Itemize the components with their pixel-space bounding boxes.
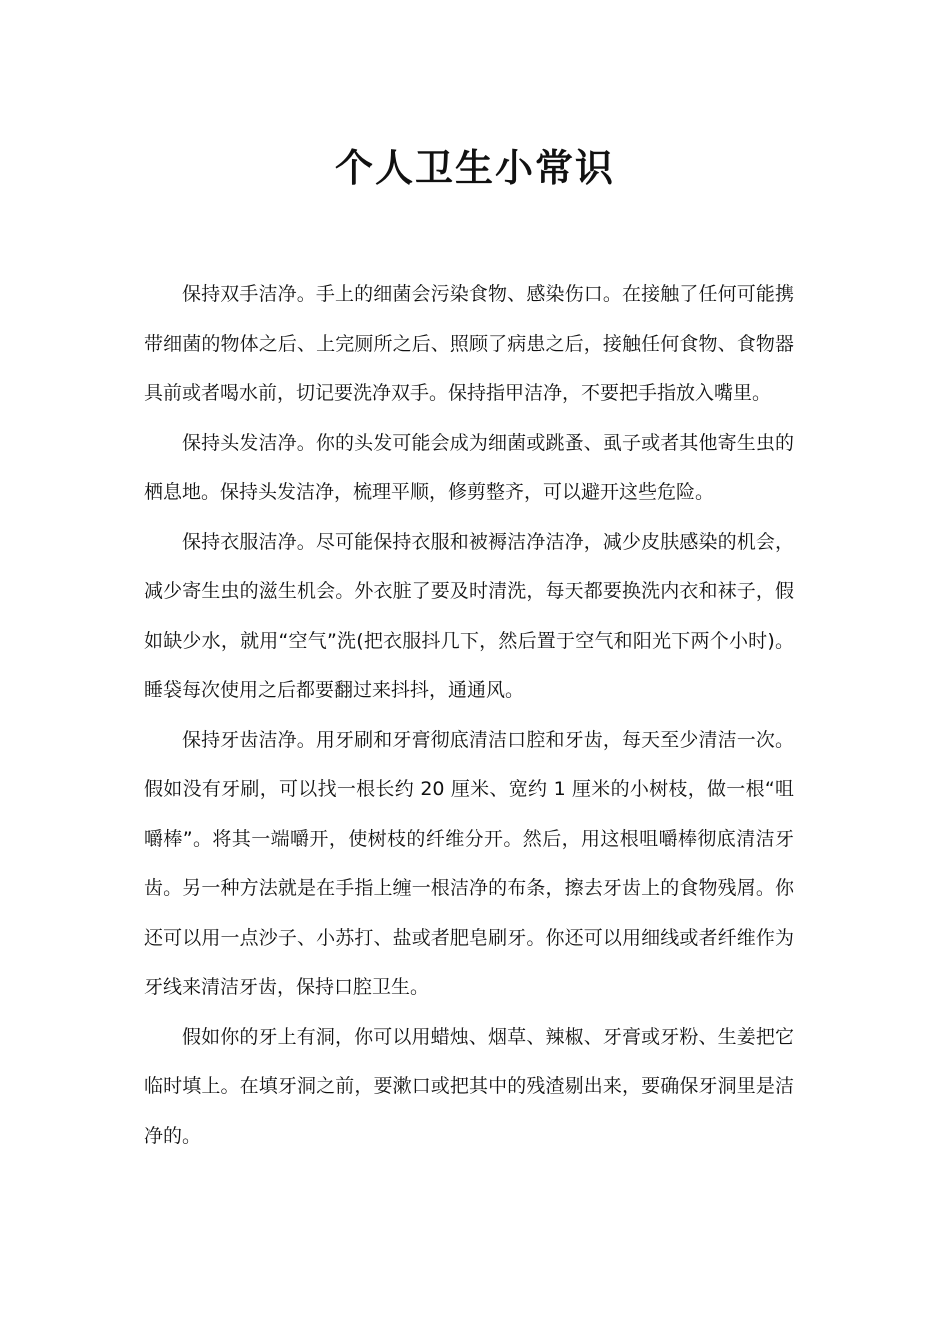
paragraph-tooth-cavity: 假如你的牙上有洞，你可以用蜡烛、烟草、辣椒、牙膏或牙粉、生姜把它临时填上。在填牙洞之前，要漱口或把其中的残渣剔出来，要确保牙洞里是洁净的。 bbox=[144, 1025, 794, 1147]
paragraph-teeth-hygiene: 保持牙齿洁净。用牙刷和牙膏彻底清洁口腔和牙齿，每天至少清洁一次。假如没有牙刷，可以找一根长约 20 厘米、宽约 1 厘米的小树枝，做一根“咀嚼棒”。将其一端嚼开，使树枝的纤维分开。然后，用这根咀嚼棒彻底清洁牙齿。另一种方法就是在手指上缠一根洁净的布条，擦去牙齿上的食物残屑。你还可以用一点沙子、小苏打、盐或者肥皂刷牙。你还可以用细线或者纤维作为牙线来清洁牙齿，保持口腔卫生。 bbox=[144, 728, 794, 998]
paragraph-hand-hygiene: 保持双手洁净。手上的细菌会污染食物、感染伤口。在接触了任何可能携带细菌的物体之后、上完厕所之后、照顾了病患之后，接触任何食物、食物器具前或者喝水前，切记要洗净双手。保持指甲洁净，不要把手指放入嘴里。 bbox=[144, 283, 794, 404]
paragraph-clothing-hygiene: 保持衣服洁净。尽可能保持衣服和被褥洁净洁净，减少皮肤感染的机会，减少寄生虫的滋生机会。外衣脏了要及时清洗，每天都要换洗内衣和袜子，假如缺少水，就用“空气”洗(把衣服抖几下，然后置于空气和阳光下两个小时)。睡袋每次使用之后都要翻过来抖抖，通通风。 bbox=[144, 530, 794, 701]
paragraph-hair-hygiene: 保持头发洁净。你的头发可能会成为细菌或跳蚤、虱子或者其他寄生虫的栖息地。保持头发洁净，梳理平顺，修剪整齐，可以避开这些危险。 bbox=[144, 431, 794, 503]
page-title: 个人卫生小常识 bbox=[334, 145, 615, 190]
document-body bbox=[144, 270, 794, 1161]
